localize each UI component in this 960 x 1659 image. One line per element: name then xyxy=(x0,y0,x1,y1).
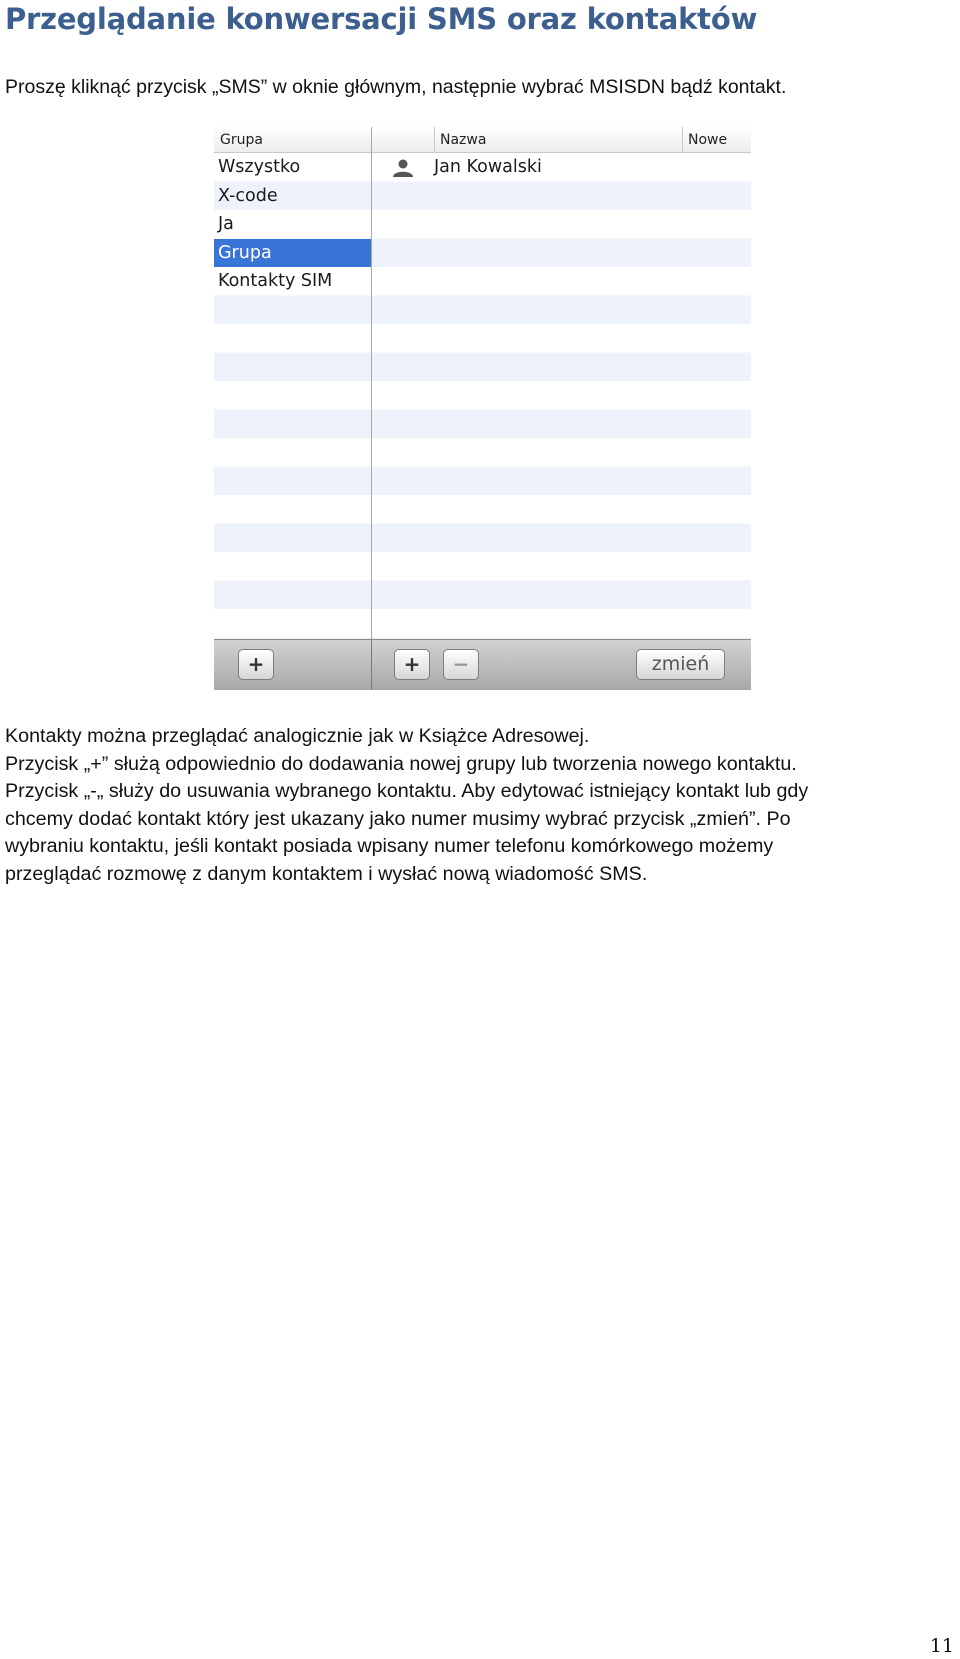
column-header-group[interactable]: Grupa xyxy=(220,132,263,148)
group-item-xcode[interactable] xyxy=(214,182,371,211)
contact-row[interactable] xyxy=(372,153,751,182)
page-title: Przeglądanie konwersacji SMS oraz kontaktów xyxy=(5,2,758,36)
group-item-label: Grupa xyxy=(218,242,272,263)
column-header-name[interactable]: Nazwa xyxy=(440,132,487,148)
intro-text: Proszę kliknąć przycisk „SMS” w oknie głównym, następnie wybrać MSISDN bądź kontakt. xyxy=(5,76,787,98)
group-item-all[interactable] xyxy=(214,153,371,182)
header-divider xyxy=(682,127,683,153)
remove-contact-button[interactable]: − xyxy=(443,649,479,680)
toolbar-divider xyxy=(371,640,372,690)
contacts-window-screenshot xyxy=(214,127,751,690)
page-number: 11 xyxy=(929,1635,954,1657)
contacts-header xyxy=(372,127,751,153)
add-contact-button[interactable]: + xyxy=(394,649,430,680)
group-item-label: Wszystko xyxy=(218,157,301,177)
description-line: Przycisk „+” służą odpowiednio do dodawania nowej grupy lub tworzenia nowego kontaktu. xyxy=(5,752,797,775)
header-divider xyxy=(434,127,435,153)
description-line: chcemy dodać kontakt który jest ukazany jako numer musimy wybrać przycisk „zmień”. Po xyxy=(5,807,791,830)
description-line: wybraniu kontaktu, jeśli kontakt posiada wpisany numer telefonu komórkowego możemy xyxy=(5,835,774,857)
add-group-button[interactable]: + xyxy=(238,649,274,680)
group-item-me[interactable] xyxy=(214,210,371,239)
person-icon xyxy=(392,159,414,177)
bottom-toolbar xyxy=(214,639,751,690)
edit-contact-button[interactable]: zmień xyxy=(636,649,725,680)
groups-header xyxy=(214,127,371,153)
contacts-column xyxy=(372,127,751,639)
contact-name: Jan Kowalski xyxy=(434,157,542,177)
group-item-label: X-code xyxy=(218,185,278,206)
group-item-group[interactable] xyxy=(214,239,371,268)
group-item-sim-contacts[interactable] xyxy=(214,267,371,296)
description-line: przeglądać rozmowę z danym kontaktem i wysłać nową wiadomość SMS. xyxy=(5,862,648,885)
group-item-label: Kontakty SIM xyxy=(218,271,333,291)
description-line: Przycisk „-„ służy do usuwania wybranego kontaktu. Aby edytować istniejący kontakt lub gdy xyxy=(5,780,809,802)
group-item-label: Ja xyxy=(218,214,234,234)
description-paragraph xyxy=(5,723,955,888)
contacts-stripes xyxy=(372,153,751,639)
column-header-new[interactable]: Nowe xyxy=(688,132,728,148)
description-line: Kontakty można przeglądać analogicznie jak w Książce Adresowej. xyxy=(5,725,590,747)
groups-column xyxy=(214,127,372,639)
